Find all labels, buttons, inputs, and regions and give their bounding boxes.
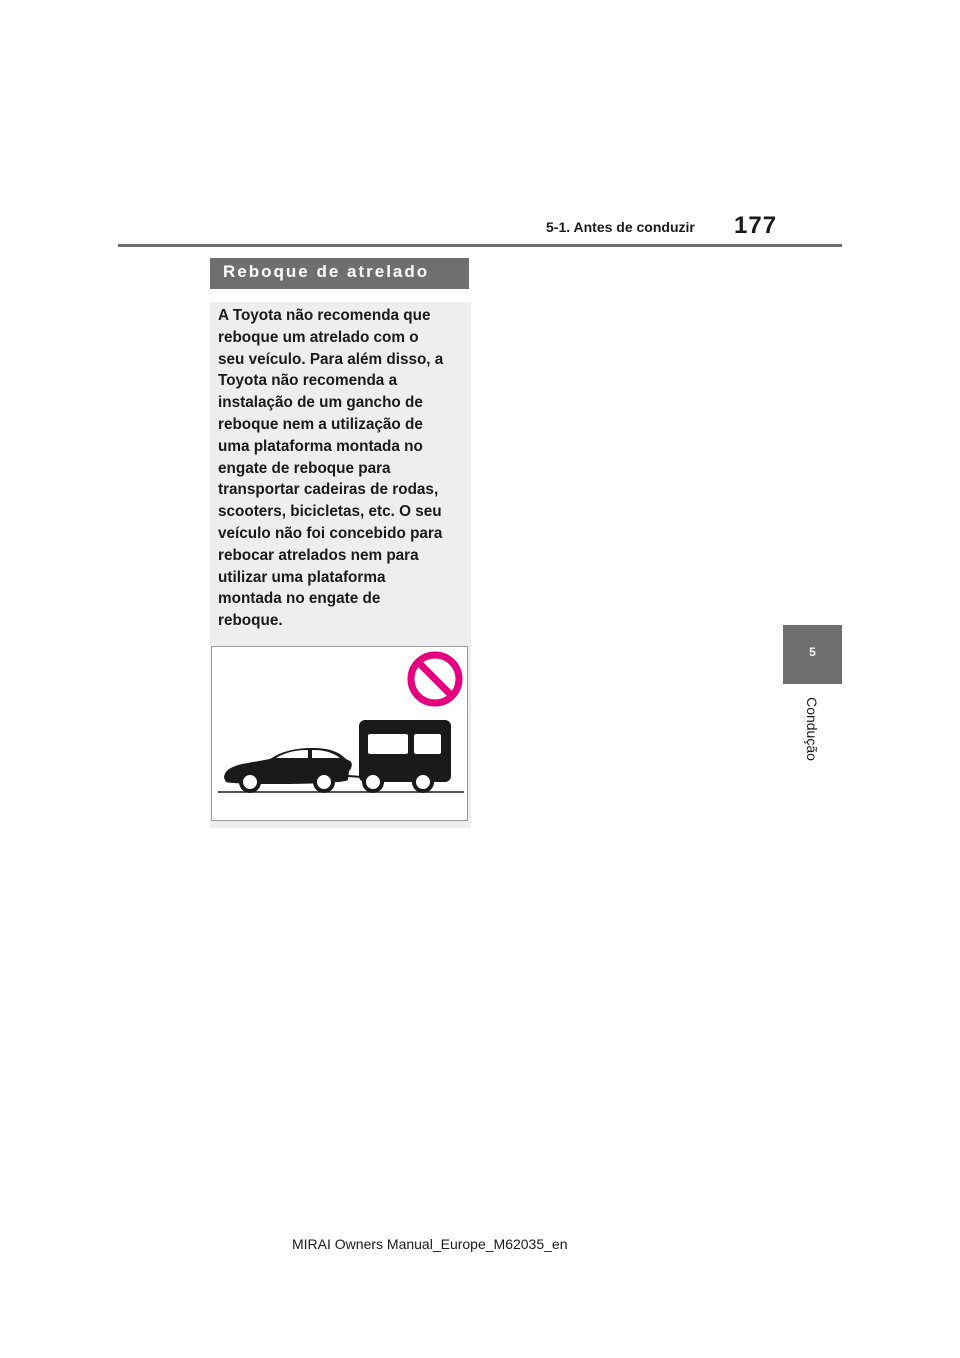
body-text xyxy=(218,305,466,632)
footer-text: MIRAI Owners Manual_Europe_M62035_en xyxy=(292,1236,568,1252)
trailer-icon xyxy=(359,720,451,791)
body-line: veículo não foi concebido para xyxy=(218,524,443,542)
car-icon xyxy=(224,748,362,791)
body-line: A Toyota não recomenda que xyxy=(218,307,431,324)
section-title-bar xyxy=(210,258,469,289)
body-line: montada no engate de xyxy=(218,590,381,608)
body-line: reboque nem a utilização de xyxy=(218,415,423,433)
body-line: transportar cadeiras de rodas, xyxy=(218,481,439,499)
body-line: Toyota não recomenda a xyxy=(218,372,398,390)
body-line: rebocar atrelados nem para xyxy=(218,546,419,564)
body-line: utilizar uma plataforma xyxy=(218,568,386,586)
body-line: uma plataforma montada no xyxy=(218,437,423,455)
chapter-number: 5 xyxy=(809,645,816,659)
chapter-tab xyxy=(783,625,842,684)
body-line: reboque. xyxy=(218,612,283,630)
section-title: Reboque de atrelado xyxy=(223,262,430,281)
body-line: reboque um atrelado com o xyxy=(218,328,419,346)
content-box xyxy=(210,302,471,828)
section-header: 5-1. Antes de conduzir xyxy=(546,219,695,235)
body-line: scooters, bicicletas, etc. O seu xyxy=(218,503,442,521)
body-line: seu veículo. Para além disso, a xyxy=(218,350,444,368)
towing-illustration-svg xyxy=(212,647,469,822)
prohibition-icon xyxy=(411,655,459,703)
header-divider xyxy=(118,244,842,247)
towing-illustration xyxy=(211,646,468,821)
page-number: 177 xyxy=(734,212,778,239)
body-line: instalação de um gancho de xyxy=(218,394,423,412)
body-line: engate de reboque para xyxy=(218,459,391,477)
chapter-label: Condução xyxy=(804,697,820,761)
